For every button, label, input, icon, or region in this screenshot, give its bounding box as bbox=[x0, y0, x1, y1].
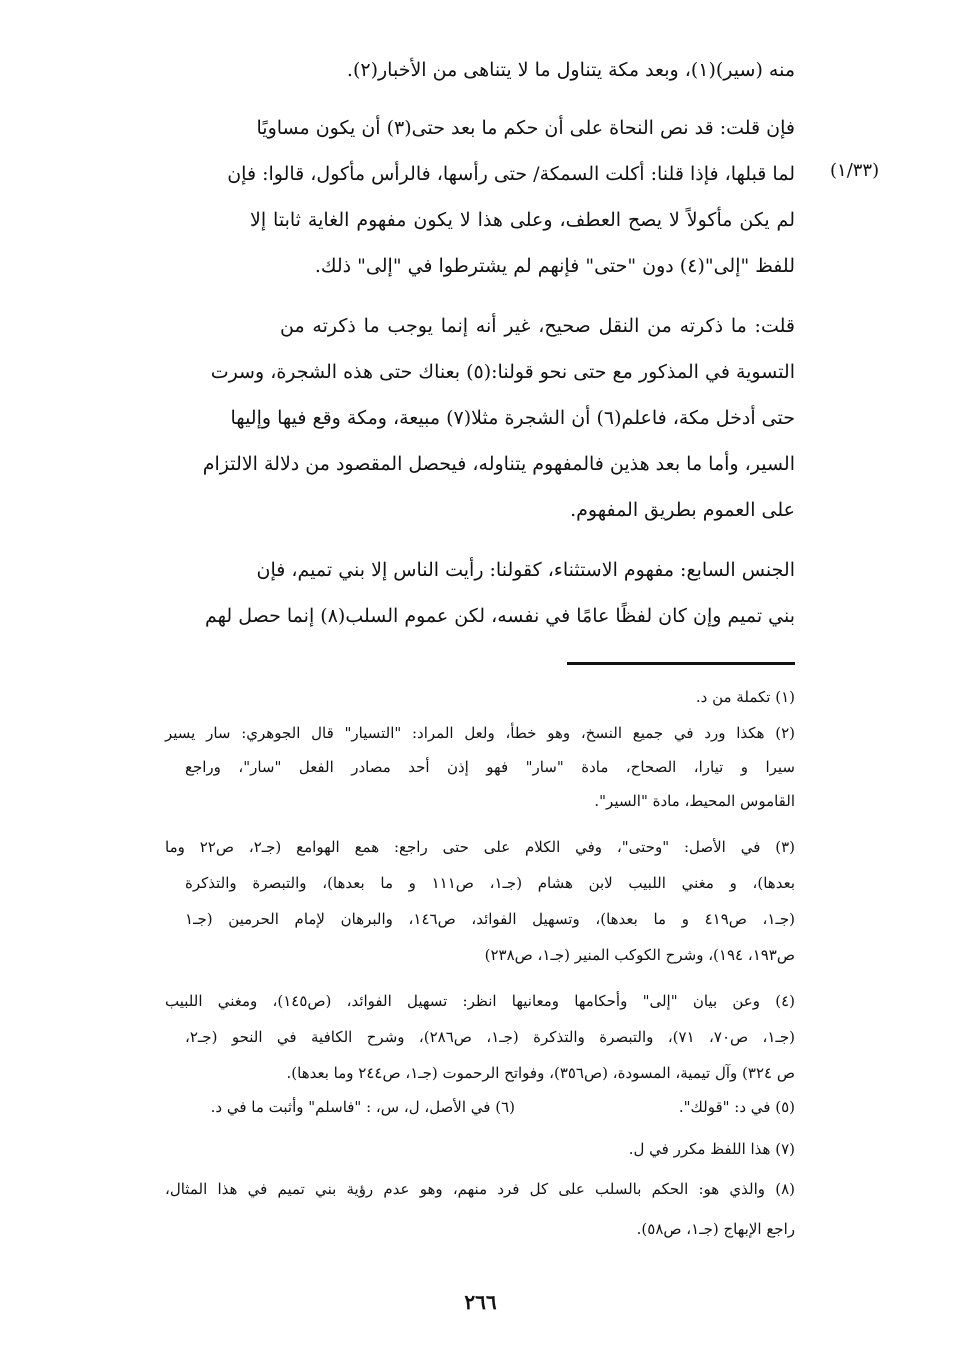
body-line: لما قبلها، فإذا قلنا: أكلت السمكة/ حتى رأسها، فالرأس مأكول، قالوا: فإن bbox=[227, 163, 795, 185]
footnote-line: ص ٣٢٤) وآل تيمية، المسودة، (ص٣٥٦)، وفواتح الرحموت (جـ١، ص٢٤٤ وما بعدها). bbox=[286, 1064, 795, 1082]
footnote-line: بعدها)، و مغني اللبيب لابن هشام (جـ١، ص١١١ و ما بعدها)، والتبصرة والتذكرة bbox=[185, 874, 795, 892]
body-line: على العموم بطريق المفهوم. bbox=[570, 499, 795, 521]
footnote-line: (٣) في الأصل: "وحتى"، وفي الكلام على حتى راجع: همع الهوامع (جـ٢، ص٢٢ وما bbox=[165, 838, 795, 856]
footnote-line: (٢) هكذا ورد في جميع النسخ، وهو خطأ، ولعل المراد: "التسيار" قال الجوهري: سار يسير bbox=[165, 724, 795, 742]
footnote-line: (٨) والذي هو: الحكم بالسلب على كل فرد منهم، وهو عدم رؤية بني تميم في هذا المثال، bbox=[165, 1180, 795, 1198]
footnote-line: (٧) هذا اللفظ مكرر في ل. bbox=[628, 1140, 795, 1158]
footnote-separator bbox=[567, 662, 795, 665]
footnote-line: القاموس المحيط، مادة "السير". bbox=[594, 792, 795, 810]
body-line: حتى أدخل مكة، فاعلم(٦) أن الشجرة مثلا(٧) مبيعة، ومكة وقع فيها وإليها bbox=[230, 407, 795, 429]
footnote-line: راجع الإبهاج (جـ١، ص٥٨). bbox=[636, 1220, 795, 1238]
body-line: لم يكن مأكولاً لا يصح العطف، وعلى هذا لا يكون مفهوم الغاية ثابتا إلا bbox=[250, 209, 795, 231]
footnote-line: (٤) وعن بيان "إلى" وأحكامها ومعانيها انظر: تسهيل الفوائد، (ص١٤٥)، ومغني اللبيب bbox=[165, 992, 795, 1010]
page-number: ٢٦٦ bbox=[464, 1290, 497, 1314]
body-line: للفظ "إلى"(٤) دون "حتى" فإنهم لم يشترطوا في "إلى" ذلك. bbox=[314, 255, 795, 277]
body-line: قلت: ما ذكرته من النقل صحيح، غير أنه إنما يوجب ما ذكرته من bbox=[280, 315, 795, 337]
body-line: منه (سير)(١)، وبعد مكة يتناول ما لا يتناهى من الأخبار(٢). bbox=[346, 59, 795, 81]
footnote-6: (٦) في الأصل، ل، س، : "فاسلم" وأثبت ما في د. bbox=[210, 1098, 515, 1116]
body-line: السير، وأما ما بعد هذين فالمفهوم يتناوله، فيحصل المقصود من دلالة الالتزام bbox=[202, 453, 795, 475]
footnote-pair bbox=[165, 1098, 795, 1122]
body-line: الجنس السابع: مفهوم الاستثناء، كقولنا: رأيت الناس إلا بني تميم، فإن bbox=[256, 559, 795, 581]
footnote-5: (٥) في د: "قولك". bbox=[678, 1098, 795, 1116]
footnote-line: (جـ١، ص٤١٩ و ما بعدها)، وتسهيل الفوائد، ص١٤٦، والبرهان لإمام الحرمين (جـ١ bbox=[185, 910, 795, 928]
footnote-line: ص١٩٣، ١٩٤)، وشرح الكوكب المنير (جـ١، ص٢٣٨) bbox=[484, 946, 795, 964]
margin-page-marker: (١/٣٣) bbox=[830, 160, 880, 181]
footnote-line: (١) تكملة من د. bbox=[695, 688, 795, 706]
body-line: التسوية في المذكور مع حتى نحو قولنا:(٥) بعناك حتى هذه الشجرة، وسرت bbox=[210, 361, 795, 383]
body-line: بني تميم وإن كان لفظًا عامًا في نفسه، لكن عموم السلب(٨) إنما حصل لهم bbox=[205, 605, 795, 627]
footnote-line: سيرا و تيارا، الصحاح، مادة "سار" فهو إذن أحد مصادر الفعل "سار"، وراجع bbox=[185, 758, 795, 776]
body-line: فإن قلت: قد نص النحاة على أن حكم ما بعد حتى(٣) أن يكون مساويًا bbox=[256, 117, 795, 139]
footnote-line: (جـ١، ص٧٠، ٧١)، والتبصرة والتذكرة (جـ١، ص٢٨٦)، وشرح الكافية في النحو (جـ٢، bbox=[185, 1028, 795, 1046]
